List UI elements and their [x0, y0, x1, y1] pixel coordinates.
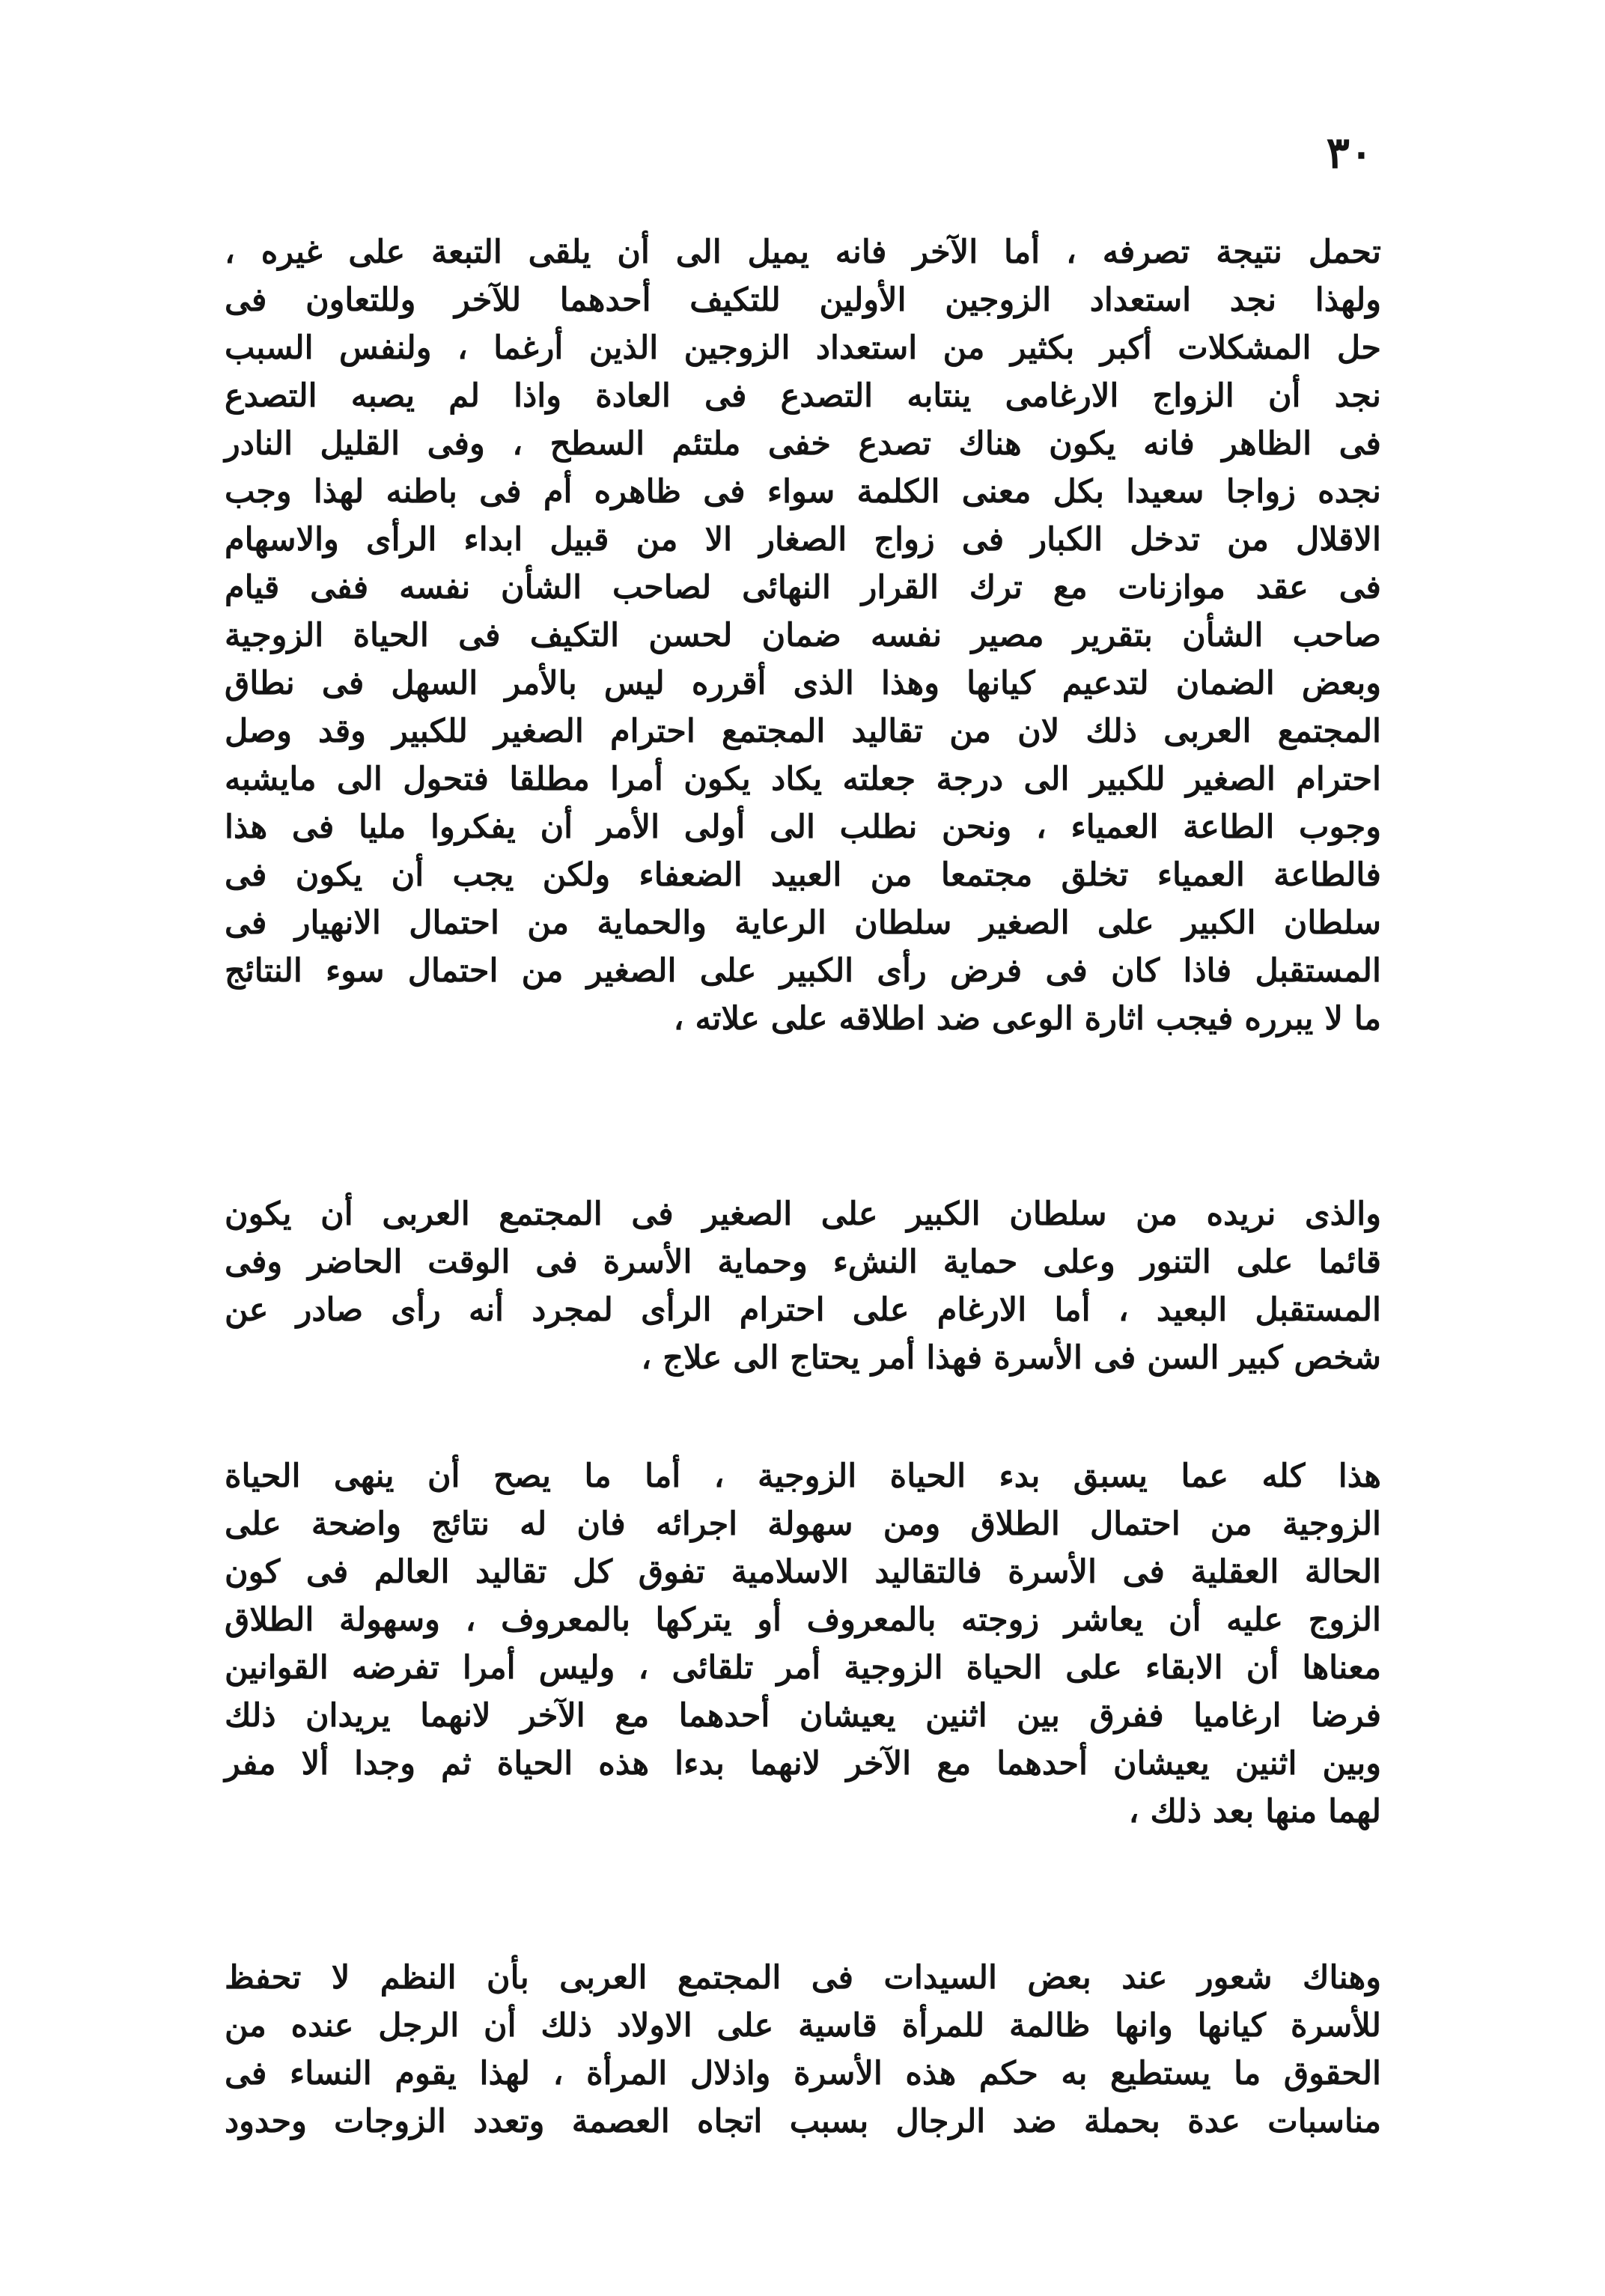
paragraph-2 — [225, 1190, 1381, 1382]
text-line: فى الظاهر فانه يكون هناك تصدع خفى ملتئم السطح ، وفى القليل النادر — [225, 425, 1381, 463]
paragraph-4 — [225, 1954, 1381, 2146]
text-line: حل المشكلات أكبر بكثير من استعداد الزوجين الذين أرغما ، ولنفس السبب — [225, 329, 1381, 367]
text-line: المستقبل البعيد ، أما الارغام على احترام الرأى لمجرد أنه رأى صادر عن — [225, 1291, 1381, 1329]
text-line: صاحب الشأن بتقرير مصير نفسه ضمان لحسن التكيف فى الحياة الزوجية — [225, 617, 1381, 654]
text-line: فرضا ارغاميا ففرق بين اثنين يعيشان أحدهما مع الآخر لانهما يريدان ذلك — [225, 1697, 1381, 1735]
text-line: والذى نريده من سلطان الكبير على الصغير فى المجتمع العربى أن يكون — [225, 1196, 1381, 1233]
text-line: الاقلال من تدخل الكبار فى زواج الصغار الا من قبيل ابداء الرأى والاسهام — [225, 521, 1381, 558]
text-line: وبين اثنين يعيشان أحدهما مع الآخر لانهما بدءا هذه الحياة ثم وجدا ألا مفر — [225, 1745, 1381, 1782]
text-line: احترام الصغير للكبير الى درجة جعلته يكاد يكون أمرا مطلقا فتحول الى مايشبه — [225, 761, 1381, 798]
text-line: فى عقد موازنات مع ترك القرار النهائى لصاحب الشأن نفسه ففى قيام — [225, 569, 1381, 606]
text-line: الحالة العقلية فى الأسرة فالتقاليد الاسلامية تفوق كل تقاليد العالم فى كون — [225, 1553, 1381, 1591]
text-line: هذا كله عما يسبق بدء الحياة الزوجية ، أما ما يصح أن ينهى الحياة — [225, 1458, 1381, 1495]
page-number: ٣٠ — [1326, 127, 1373, 178]
text-line: الزوج عليه أن يعاشر زوجته بالمعروف أو يتركها بالمعروف ، وسهولة الطلاق — [225, 1601, 1381, 1639]
text-line: المستقبل فاذا كان فى فرض رأى الكبير على الصغير من احتمال سوء النتائج — [225, 952, 1381, 990]
text-line: للأسرة كيانها وانها ظالمة للمرأة قاسية على الاولاد ذلك أن الرجل عنده من — [225, 2007, 1381, 2044]
paragraph-1 — [225, 228, 1381, 1043]
text-line: فالطاعة العمياء تخلق مجتمعا من العبيد الضعفاء ولكن يجب أن يكون فى — [225, 856, 1381, 894]
text-line: الحقوق ما يستطيع به حكم هذه الأسرة واذلال المرأة ، لهذا يقوم النساء فى — [225, 2055, 1381, 2092]
text-line: لهما منها بعد ذلك ، — [1128, 1793, 1381, 1830]
text-line: وبعض الضمان لتدعيم كيانها وهذا الذى أقرره ليس بالأمر السهل فى نطاق — [225, 665, 1381, 702]
text-line: قائما على التنور وعلى حماية النشء وحماية الأسرة فى الوقت الحاضر وفى — [225, 1243, 1381, 1281]
text-line: سلطان الكبير على الصغير سلطان الرعاية والحماية من احتمال الانهيار فى — [225, 904, 1381, 942]
text-line: شخص كبير السن فى الأسرة فهذا أمر يحتاج الى علاج ، — [641, 1339, 1381, 1377]
text-line: المجتمع العربى ذلك لان من تقاليد المجتمع احترام الصغير للكبير وقد وصل — [225, 713, 1381, 750]
text-line: الزوجية من احتمال الطلاق ومن سهولة اجرائه فان له نتائج واضحة على — [225, 1505, 1381, 1543]
text-line: وجوب الطاعة العمياء ، ونحن نطلب الى أولى الأمر أن يفكروا مليا فى هذا — [225, 809, 1381, 846]
text-line: مناسبات عدة بحملة ضد الرجال بسبب اتجاه العصمة وتعدد الزوجات وحدود — [225, 2103, 1381, 2140]
text-line: نجده زواجا سعيدا بكل معنى الكلمة سواء فى ظاهره أم فى باطنه لهذا وجب — [225, 473, 1381, 511]
paragraph-3 — [225, 1452, 1381, 1836]
text-line: نجد أن الزواج الارغامى ينتابه التصدع فى العادة واذا لم يصبه التصدع — [225, 377, 1381, 415]
text-line: تحمل نتيجة تصرفه ، أما الآخر فانه يميل الى أن يلقى التبعة على غيره ، — [225, 234, 1381, 271]
text-line: ما لا يبرره فيجب اثارة الوعى ضد اطلاقه على علاته ، — [673, 1000, 1381, 1038]
text-line: ولهذا نجد استعداد الزوجين الأولين للتكيف أحدهما للآخر وللتعاون فى — [225, 281, 1381, 319]
text-line: معناها أن الابقاء على الحياة الزوجية أمر تلقائى ، وليس أمرا تفرضه القوانين — [225, 1649, 1381, 1687]
text-line: وهناك شعور عند بعض السيدات فى المجتمع العربى بأن النظم لا تحفظ — [225, 1959, 1381, 1997]
